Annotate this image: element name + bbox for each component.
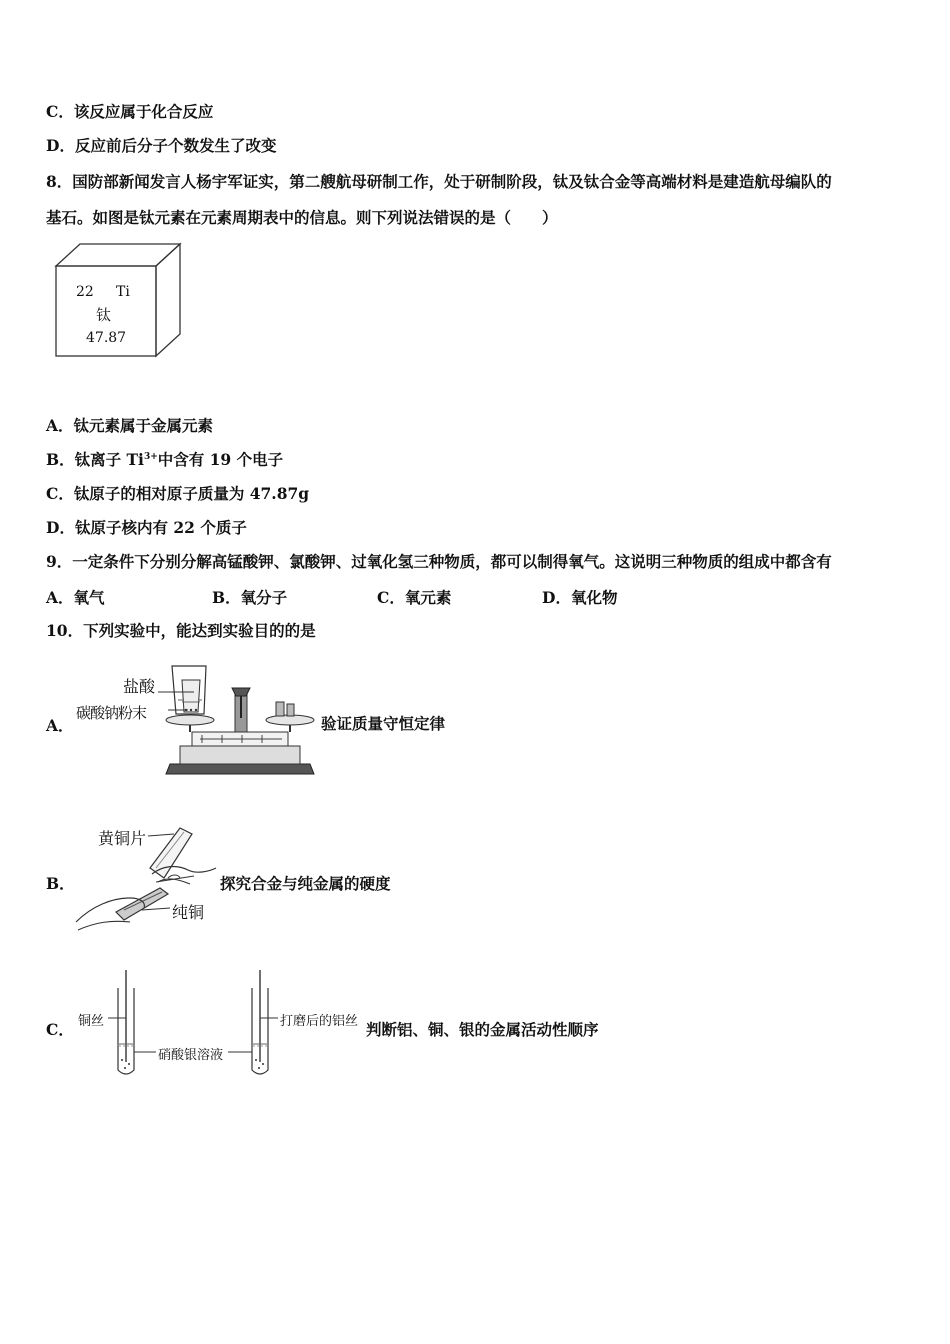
option-text-post: 中含有 19 个电子: [157, 450, 284, 469]
q9-option-a: A．氧气: [46, 588, 105, 607]
q8-stem-line2: 基石。如图是钛元素在元素周期表中的信息。则下列说法错误的是（ ）: [46, 208, 558, 227]
q10-option-c-text: 判断铝、铜、银的金属活动性顺序: [366, 1020, 599, 1039]
ion-charge: 3+: [143, 451, 158, 462]
atomic-number: 22: [76, 284, 94, 300]
q8-stem-line1: 8．国防部新闻发言人杨宇军证实，第二艘航母研制工作，处于研制阶段，钛及钛合金等高端材料是建造航母编队的: [46, 172, 832, 191]
option-letter: C．: [46, 484, 74, 503]
q9-options: [46, 586, 746, 606]
q9-option-d: D．氧化物: [542, 588, 618, 607]
q10-option-a-text: 验证质量守恒定律: [321, 714, 446, 733]
q8-option-d: [46, 518, 247, 538]
label-polished-aluminum: 打磨后的铝丝: [280, 1014, 359, 1029]
option-letter: B．: [46, 450, 75, 469]
label-hydrochloric-acid: 盐酸: [123, 677, 156, 696]
label-silver-nitrate: 硝酸银溶液: [158, 1048, 224, 1063]
label-copper-wire: 铜丝: [78, 1014, 105, 1029]
option-text: 该反应属于化合反应: [73, 102, 214, 121]
option-d-prev: [46, 136, 276, 156]
option-text: 反应前后分子个数发生了改变: [74, 136, 277, 155]
label-sodium-carbonate: 碳酸钠粉末: [76, 704, 147, 722]
option-text: 钛原子核内有 22 个质子: [74, 518, 247, 537]
q9-stem: 9．一定条件下分别分解高锰酸钾、氯酸钾、过氧化氢三种物质，都可以制得氧气。这说明三种物质的组成中都含有: [46, 552, 832, 571]
option-c-prev: [46, 102, 213, 122]
label-pure-copper: 纯铜: [172, 903, 205, 922]
element-cube-figure: [54, 240, 184, 358]
q10-option-a-letter: A．: [46, 716, 74, 735]
element-name: 钛: [96, 306, 112, 324]
q9-option-c: C．氧元素: [377, 588, 452, 607]
option-text: 钛元素属于金属元素: [73, 416, 214, 435]
test-tube-figure: [74, 966, 364, 1078]
q9-option-b: B．氧分子: [212, 588, 288, 607]
element-symbol: Ti: [116, 284, 130, 300]
option-text-pre: 钛离子 Ti: [74, 450, 144, 469]
option-letter: A．: [46, 416, 74, 435]
q8-option-a: [46, 416, 213, 436]
option-text: 钛原子的相对原子质量为 47.87g: [73, 484, 310, 503]
q10-option-b-text: 探究合金与纯金属的硬度: [220, 874, 391, 893]
q8-option-b: [46, 450, 283, 470]
atomic-mass: 47.87: [86, 330, 127, 346]
q10-option-b-letter: B．: [46, 874, 75, 893]
label-brass: 黄铜片: [98, 829, 147, 848]
balance-figure: [72, 660, 320, 778]
scratch-figure: [72, 822, 222, 934]
q8-option-c: [46, 484, 309, 504]
q10-stem: 10．下列实验中，能达到实验目的的是: [46, 621, 316, 640]
option-letter: D．: [46, 518, 75, 537]
option-letter: D．: [46, 136, 75, 155]
option-letter: C．: [46, 102, 74, 121]
q10-option-c-letter: C．: [46, 1020, 74, 1039]
